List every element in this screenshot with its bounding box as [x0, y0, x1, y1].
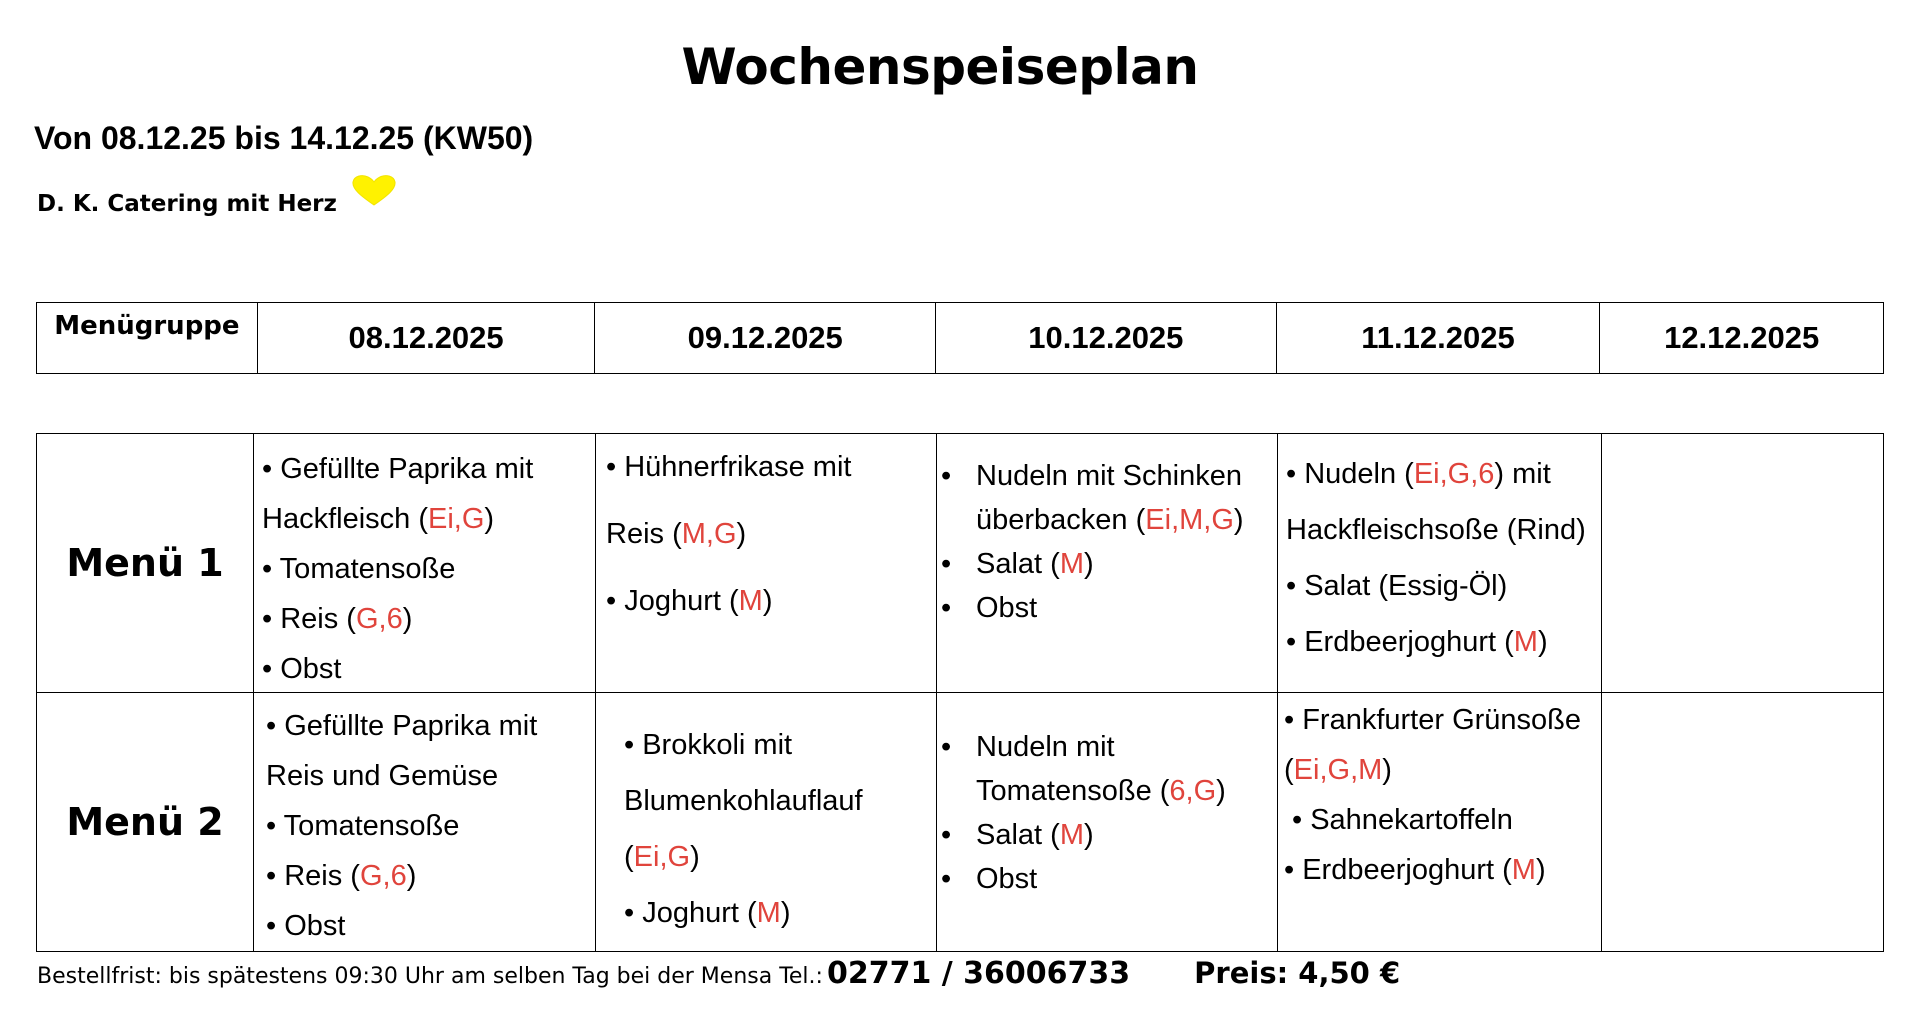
caterer-line	[37, 191, 397, 217]
dish-line: überbacken (Ei,M,G)	[976, 504, 1244, 536]
dish-line: • Erdbeerjoghurt (M)	[1284, 854, 1546, 886]
header-group-label: Menügruppe	[37, 303, 258, 373]
allergen-code: Ei,G,6	[1413, 458, 1495, 490]
allergen-code: M,G	[681, 518, 737, 550]
dish-line: • Erdbeerjoghurt (M)	[1286, 626, 1548, 658]
dish-line: • Obst	[941, 857, 1277, 901]
menu2-day3-cell	[937, 693, 1278, 951]
dish-line: (Ei,G)	[624, 841, 700, 873]
dish-line: • Obst	[262, 653, 342, 685]
header-day-2: 09.12.2025	[595, 303, 936, 373]
dish-line: • Salat (Essig-Öl)	[1286, 570, 1508, 602]
dish-line: • Joghurt (M)	[624, 897, 791, 929]
order-deadline: Bestellfrist: bis spätestens 09:30 Uhr am selben Tag bei der Mensa Tel.:	[37, 964, 823, 989]
header-day-3: 10.12.2025	[936, 303, 1277, 373]
dish-line: • Nudeln (Ei,G,6) mit	[1286, 458, 1551, 490]
dish-line: • Tomatensoße	[266, 810, 460, 842]
dish-line: • Brokkoli mit	[624, 729, 793, 761]
menu2-day1-cell	[254, 693, 596, 951]
footer	[37, 956, 1400, 991]
price: Preis: 4,50 €	[1194, 956, 1401, 990]
allergen-code: M	[756, 897, 781, 929]
header-day-4: 11.12.2025	[1277, 303, 1601, 373]
header-day-1: 08.12.2025	[258, 303, 596, 373]
menu-label: Menü 2	[37, 693, 254, 951]
header-table	[36, 302, 1884, 374]
dish-line: • Salat (M)	[941, 542, 1277, 586]
dish-line: (Ei,G,M)	[1284, 754, 1392, 786]
heart-icon	[351, 174, 397, 212]
menu1-day3-cell	[937, 434, 1278, 692]
dish-line: • Salat (M)	[941, 813, 1277, 857]
allergen-code: Ei,G,M	[1293, 754, 1383, 786]
dish-line: • Reis (G,6)	[262, 603, 413, 635]
menu-table	[36, 433, 1884, 952]
allergen-code: M	[1059, 819, 1084, 851]
menu2-day5-cell	[1602, 693, 1882, 951]
menu1-day5-cell	[1602, 434, 1882, 692]
dish-line: • Obst	[941, 586, 1277, 630]
caterer-name: D. K. Catering mit Herz	[37, 191, 337, 217]
allergen-code: M	[1059, 548, 1084, 580]
dish-line: • Hühnerfrikase mit	[606, 451, 852, 483]
page-title: Wochenspeiseplan	[681, 38, 1199, 96]
allergen-code: Ei,M,G	[1145, 504, 1234, 536]
allergen-code: G,6	[355, 603, 403, 635]
date-range: Von 08.12.25 bis 14.12.25 (KW50)	[34, 120, 534, 156]
dish-line: Hackfleisch (Ei,G)	[262, 503, 495, 535]
allergen-code: 6,G	[1169, 775, 1217, 807]
menu-row-2	[37, 692, 1883, 951]
header-day-5: 12.12.2025	[1664, 320, 1820, 355]
dish-line: Tomatensoße (6,G)	[976, 775, 1226, 807]
menu1-day2-cell	[596, 434, 937, 692]
allergen-code: M	[1511, 854, 1536, 886]
dish-line: • Nudeln mit	[941, 725, 1277, 769]
dish-line: • Obst	[266, 910, 346, 942]
dish-line: • Joghurt (M)	[606, 585, 773, 617]
dish-line: • Gefüllte Paprika mit	[262, 453, 534, 485]
dish-line: • Frankfurter Grünsoße	[1284, 704, 1582, 736]
dish-line: • Gefüllte Paprika mit	[266, 710, 538, 742]
dish-line: Hackfleischsoße (Rind)	[1286, 514, 1586, 546]
dish-line: Blumenkohlauflauf	[624, 785, 863, 817]
dish-line: • Nudeln mit Schinken	[941, 454, 1277, 498]
dish-line: Reis (M,G)	[606, 518, 747, 550]
menu2-day4-cell	[1278, 693, 1602, 951]
dish-line: • Sahnekartoffeln	[1292, 804, 1513, 836]
dish-line: Reis und Gemüse	[266, 760, 499, 792]
menu1-day1-cell	[254, 434, 596, 692]
menu-row-1	[37, 434, 1883, 692]
allergen-code: G,6	[359, 860, 407, 892]
dish-line: • Tomatensoße	[262, 553, 456, 585]
dish-line: • Reis (G,6)	[266, 860, 417, 892]
allergen-code: M	[738, 585, 763, 617]
menu2-day2-cell	[596, 693, 937, 951]
allergen-code: M	[1513, 626, 1538, 658]
allergen-code: Ei,G	[633, 841, 691, 873]
allergen-code: Ei,G	[428, 503, 485, 535]
menu-label: Menü 1	[37, 434, 254, 692]
phone-number: 02771 / 36006733	[826, 956, 1131, 991]
menu1-day4-cell	[1278, 434, 1602, 692]
